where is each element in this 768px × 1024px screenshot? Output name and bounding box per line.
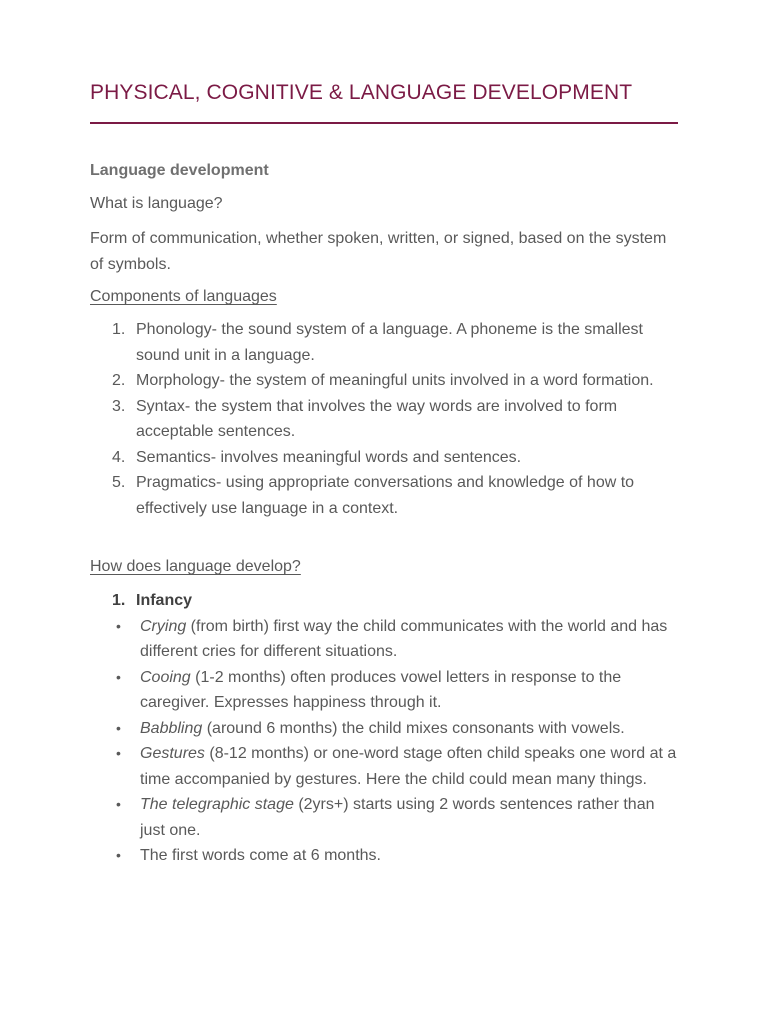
list-item-text: Morphology- the system of meaningful units involved in a word formation. <box>136 372 654 389</box>
list-item <box>90 716 678 742</box>
bullet-icon: • <box>116 668 121 685</box>
list-item-text: Semantics- involves meaningful words and sentences. <box>136 448 522 466</box>
develop-heading <box>90 554 678 580</box>
stage-text: (1-2 months) often produces vowel letters in response to the caregiver. Expresses happiness through it. <box>140 668 622 711</box>
develop-heading-text: How does language develop? <box>90 558 301 575</box>
components-heading-text: Components of languages <box>90 288 277 305</box>
infancy-label: Infancy <box>136 592 193 609</box>
list-item-text: Syntax- the system that involves the way words are involved to form acceptable sentences. <box>136 397 618 440</box>
stage-term: The telegraphic stage <box>140 796 294 813</box>
bullet-icon: • <box>116 745 121 761</box>
stage-text: (from birth) first way the child communicates with the world and has different cries for different situations. <box>140 617 668 660</box>
list-item <box>90 741 678 792</box>
question-text: What is language? <box>90 195 223 212</box>
list-item <box>90 792 678 843</box>
list-number: 1. <box>112 321 126 338</box>
list-item <box>90 665 678 716</box>
stage-term: Crying <box>140 617 187 635</box>
list-item <box>90 470 678 521</box>
list-item <box>90 394 678 445</box>
document-page <box>90 78 678 864</box>
components-heading <box>90 284 678 310</box>
stages-list <box>90 614 678 869</box>
stage-text: The first words come at 6 months. <box>140 847 381 864</box>
stage-text: (around 6 months) the child mixes consonants with vowels. <box>202 719 625 737</box>
section-heading: Language development <box>90 162 269 179</box>
stage-text: (8-12 months) or one-word stage often child speaks one word at a time accompanied by gestures. Here the child could mean many things. <box>140 745 677 788</box>
components-list-wrapper <box>90 317 678 521</box>
stage-term: Gestures <box>140 745 205 762</box>
bullet-icon: • <box>116 719 121 736</box>
title-divider <box>90 122 678 124</box>
list-number: 2. <box>112 372 126 389</box>
document-title: PHYSICAL, COGNITIVE & LANGUAGE DEVELOPMENT <box>90 81 633 104</box>
list-item <box>90 368 678 394</box>
list-item-text: Pragmatics- using appropriate conversations and knowledge of how to effectively use language in a context. <box>136 474 635 517</box>
stage-term: Cooing <box>140 668 191 686</box>
list-number: 4. <box>112 448 126 466</box>
stage-term: Babbling <box>140 719 203 737</box>
list-number: 3. <box>112 397 126 415</box>
list-item-text: Phonology- the sound system of a language. A phoneme is the smallest sound unit in a language. <box>136 321 643 364</box>
list-item <box>90 614 678 665</box>
list-number: 5. <box>112 474 126 491</box>
stage-text: (2yrs+) starts using 2 words sentences rather than just one. <box>140 796 655 839</box>
definition-paragraph: Form of communication, whether spoken, written, or signed, based on the system of symbols. <box>90 230 667 273</box>
list-number: 1. <box>112 592 126 609</box>
bullet-icon: • <box>116 796 121 812</box>
infancy-section <box>90 588 678 869</box>
components-list <box>90 317 678 521</box>
list-item <box>90 843 678 869</box>
list-item <box>90 317 678 368</box>
infancy-heading <box>90 588 678 614</box>
bullet-icon: • <box>116 847 121 863</box>
list-item <box>90 445 678 471</box>
bullet-icon: • <box>116 617 121 634</box>
